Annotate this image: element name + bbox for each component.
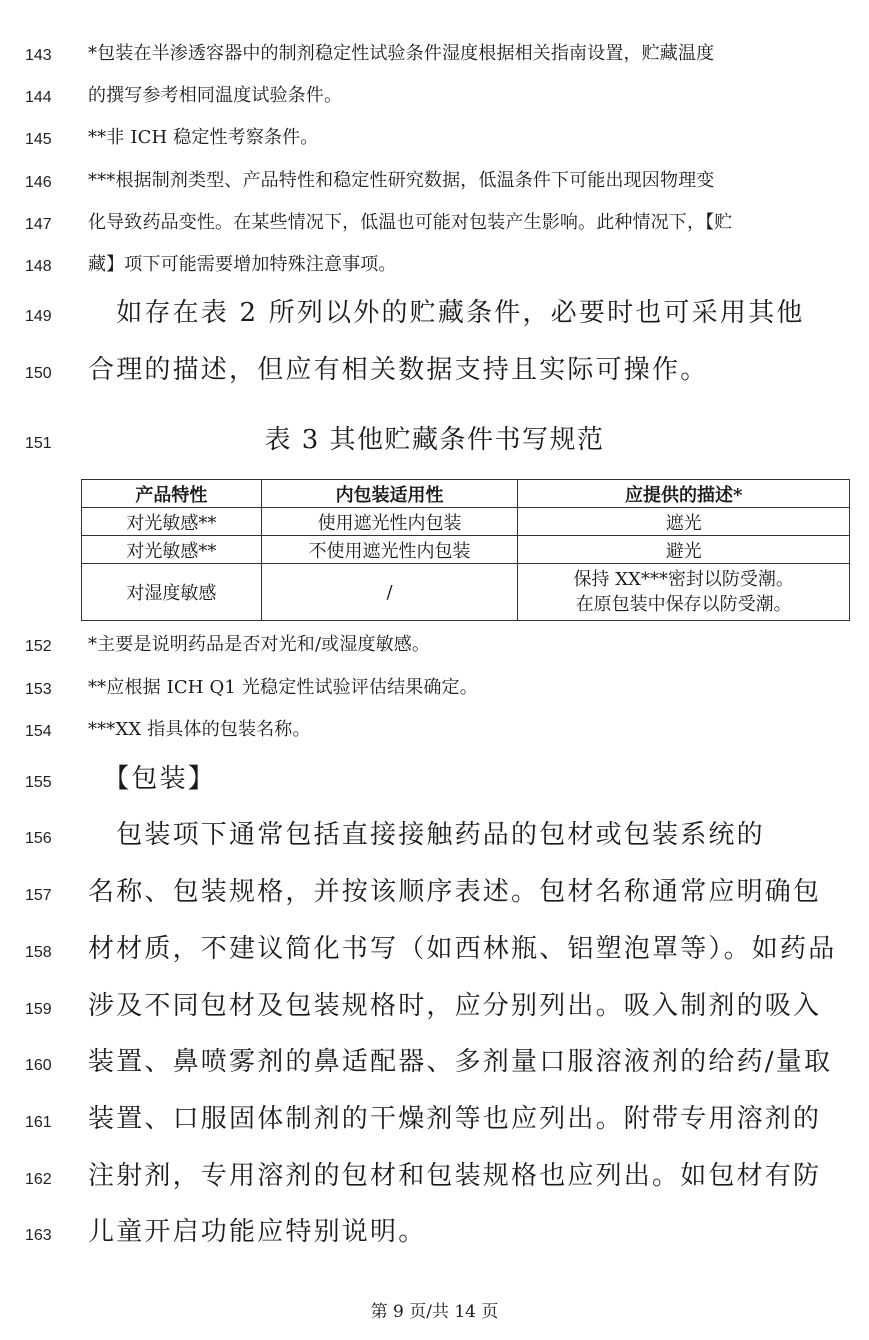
table-cell: 对光敏感**	[82, 536, 262, 564]
line-text: 的撰写参考相同温度试验条件。	[88, 85, 343, 106]
line-text: 装置、口服固体制剂的干燥剂等也应列出。附带专用溶剂的	[88, 1104, 822, 1134]
line-number: 160	[25, 1057, 52, 1074]
table-row	[82, 564, 850, 621]
table-cell: 对湿度敏感	[82, 564, 262, 621]
table-cell: /	[261, 564, 518, 621]
page-footer: 第 9 页/共 14 页	[370, 1302, 499, 1322]
line-number: 159	[25, 1001, 52, 1018]
line-number: 144	[25, 89, 52, 106]
line-text: 装置、鼻喷雾剂的鼻适配器、多剂量口服溶液剂的给药/量取	[88, 1047, 833, 1077]
line-number: 151	[25, 435, 52, 452]
line-text: ***根据制剂类型、产品特性和稳定性研究数据，低温条件下可能出现因物理变	[88, 170, 715, 191]
line-text: 包装项下通常包括直接接触药品的包材或包装系统的	[88, 820, 765, 850]
line-number: 157	[25, 887, 52, 904]
column-header: 应提供的描述*	[518, 480, 850, 508]
line-text: 藏】项下可能需要增加特殊注意事项。	[88, 254, 397, 275]
column-header: 产品特性	[82, 480, 262, 508]
storage-spec-table	[81, 479, 850, 621]
table-caption: 表 3 其他贮藏条件书写规范	[264, 425, 605, 455]
line-number: 161	[25, 1114, 52, 1131]
cell-line: 在原包装中保存以防受潮。	[575, 594, 792, 615]
line-number: 156	[25, 830, 52, 847]
section-heading: 【包装】	[88, 764, 217, 794]
cell-line: 保持 XX***密封以防受潮。	[573, 569, 794, 590]
line-number: 154	[25, 723, 52, 740]
line-text: 化导致药品变性。在某些情况下，低温也可能对包装产生影响。此种情况下，【贮	[88, 212, 733, 233]
line-number: 153	[25, 681, 52, 698]
line-text: *包装在半渗透容器中的制剂稳定性试验条件湿度根据相关指南设置，贮藏温度	[88, 43, 715, 64]
table-cell: 遮光	[518, 508, 850, 536]
line-text: ***XX 指具体的包装名称。	[88, 719, 311, 740]
line-text: 材材质，不建议简化书写（如西林瓶、铝塑泡罩等）。如药品	[88, 934, 837, 964]
table-cell: 不使用遮光性内包装	[261, 536, 518, 564]
line-text: **非 ICH 稳定性考察条件。	[88, 127, 319, 148]
column-header: 内包装适用性	[261, 480, 518, 508]
table-row	[82, 536, 850, 564]
line-number: 152	[25, 638, 52, 655]
line-text: 注射剂，专用溶剂的包材和包装规格也应列出。如包材有防	[88, 1161, 822, 1191]
line-number: 149	[25, 308, 52, 325]
line-number: 155	[25, 774, 52, 791]
table-cell: 避光	[518, 536, 850, 564]
line-text: 如存在表 2 所列以外的贮藏条件，必要时也可采用其他	[88, 298, 805, 328]
line-number: 143	[25, 47, 52, 64]
line-number: 158	[25, 944, 52, 961]
line-number: 145	[25, 131, 52, 148]
line-number: 163	[25, 1227, 52, 1244]
line-text: *主要是说明药品是否对光和/或湿度敏感。	[88, 634, 431, 655]
table-cell: 对光敏感**	[82, 508, 262, 536]
table-cell	[518, 564, 850, 621]
line-number: 162	[25, 1171, 52, 1188]
line-text: 合理的描述，但应有相关数据支持且实际可操作。	[88, 355, 709, 385]
line-text: 名称、包装规格，并按该顺序表述。包材名称通常应明确包	[88, 877, 822, 907]
line-number: 146	[25, 174, 52, 191]
line-text: 儿童开启功能应特别说明。	[88, 1217, 427, 1247]
table-cell: 使用遮光性内包装	[261, 508, 518, 536]
line-number: 147	[25, 216, 52, 233]
line-number: 150	[25, 365, 52, 382]
line-text: **应根据 ICH Q1 光稳定性试验评估结果确定。	[88, 677, 478, 698]
line-text: 涉及不同包材及包装规格时，应分别列出。吸入制剂的吸入	[88, 991, 822, 1021]
table-row	[82, 508, 850, 536]
line-number: 148	[25, 258, 52, 275]
table-header-row	[82, 480, 850, 508]
